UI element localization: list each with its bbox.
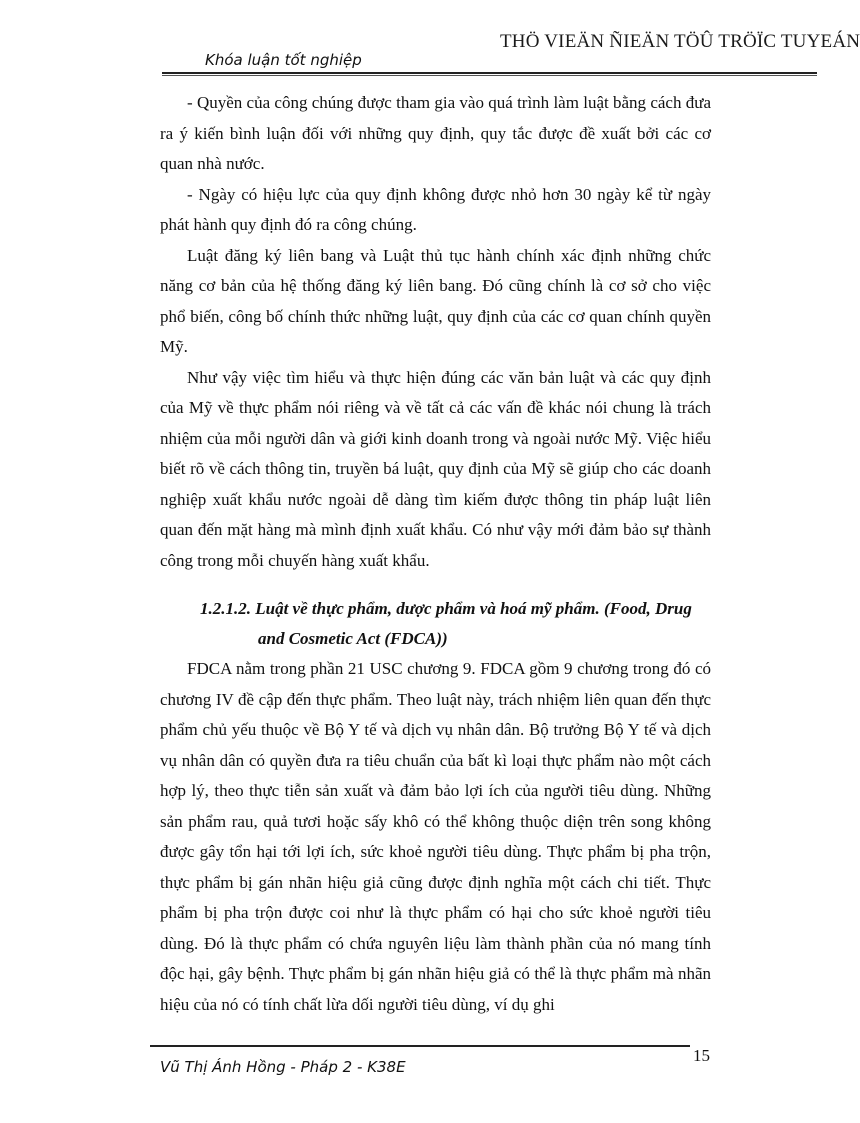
footer-divider	[150, 1045, 690, 1047]
paragraph: - Ngày có hiệu lực của quy định không được nhỏ hơn 30 ngày kể từ ngày phát hành quy định đó ra công chúng.	[160, 184, 711, 234]
thesis-header-title: Khóa luận tốt nghiệp	[205, 51, 362, 69]
library-header-title: THÖ VIEÄN ÑIEÄN TÖÛ TRÖÏC TUYEÁN	[500, 31, 860, 52]
body-text	[160, 88, 711, 1020]
section-heading-line-2: and Cosmetic Act (FDCA))	[258, 629, 448, 648]
page-number: 15	[693, 1046, 710, 1065]
section-heading	[160, 594, 711, 654]
paragraph: Luật đăng ký liên bang và Luật thủ tục hành chính xác định những chức năng cơ bản của hệ thống đăng ký liên bang. Đó cũng chính là cơ sở cho việc phổ biến, công bố chính thức những luật, quy định của các cơ quan chính quyền Mỹ.	[160, 245, 711, 356]
paragraph: Như vậy việc tìm hiểu và thực hiện đúng các văn bản luật và các quy định của Mỹ về thực phẩm nói riêng và về tất cả các vấn đề khác nói chung là trách nhiệm của mỗi người dân và giới kinh doanh trong và ngoài nước Mỹ. Việc hiểu biết rõ về cách thông tin, truyền bá luật, quy định của Mỹ sẽ giúp cho các doanh nghiệp xuất khẩu nước ngoài dễ dàng tìm kiếm được thông tin pháp luật liên quan đến mặt hàng mà mình định xuất khẩu. Có như vậy mới đảm bảo sự thành công trong mỗi chuyến hàng xuất khẩu.	[160, 367, 711, 570]
header-divider	[162, 72, 817, 76]
footer-author: Vũ Thị Ánh Hồng - Pháp 2 - K38E	[160, 1058, 406, 1076]
section-paragraph: FDCA nằm trong phần 21 USC chương 9. FDCA gồm 9 chương trong đó có chương IV đề cập đến thực phẩm. Theo luật này, trách nhiệm liên quan đến thực phẩm chủ yếu thuộc về Bộ Y tế và dịch vụ nhân dân. Bộ trưởng Bộ Y tế và dịch vụ nhân dân có quyền đưa ra tiêu chuẩn của bất kì loại thực phẩm nào một cách hợp lý, theo thực tiễn sản xuất và đảm bảo lợi ích của người tiêu dùng. Những sản phẩm rau, quả tươi hoặc sấy khô có thể không thuộc diện trên song không được gây tổn hại tới lợi ích, sức khoẻ người tiêu dùng. Thực phẩm bị pha trộn, thực phẩm bị gán nhãn hiệu giả cũng được định nghĩa một cách chi tiết. Thực phẩm bị pha trộn được coi như là thực phẩm có hại cho sức khoẻ người tiêu dùng. Đó là thực phẩm có chứa nguyên liệu làm thành phần của nó mang tính độc hại, gây bệnh. Thực phẩm bị gán nhãn hiệu giả có thể là thực phẩm mà nhãn hiệu của nó có tính chất lừa dối người tiêu dùng, ví dụ ghi	[160, 659, 711, 1014]
section-heading-line-1: 1.2.1.2. Luật về thực phẩm, dược phẩm và hoá mỹ phẩm. (Food, Drug	[200, 599, 692, 618]
paragraph: - Quyền của công chúng được tham gia vào quá trình làm luật bằng cách đưa ra ý kiến bình luận đối với những quy định, quy tắc được đề xuất bởi các cơ quan nhà nước.	[160, 93, 711, 173]
